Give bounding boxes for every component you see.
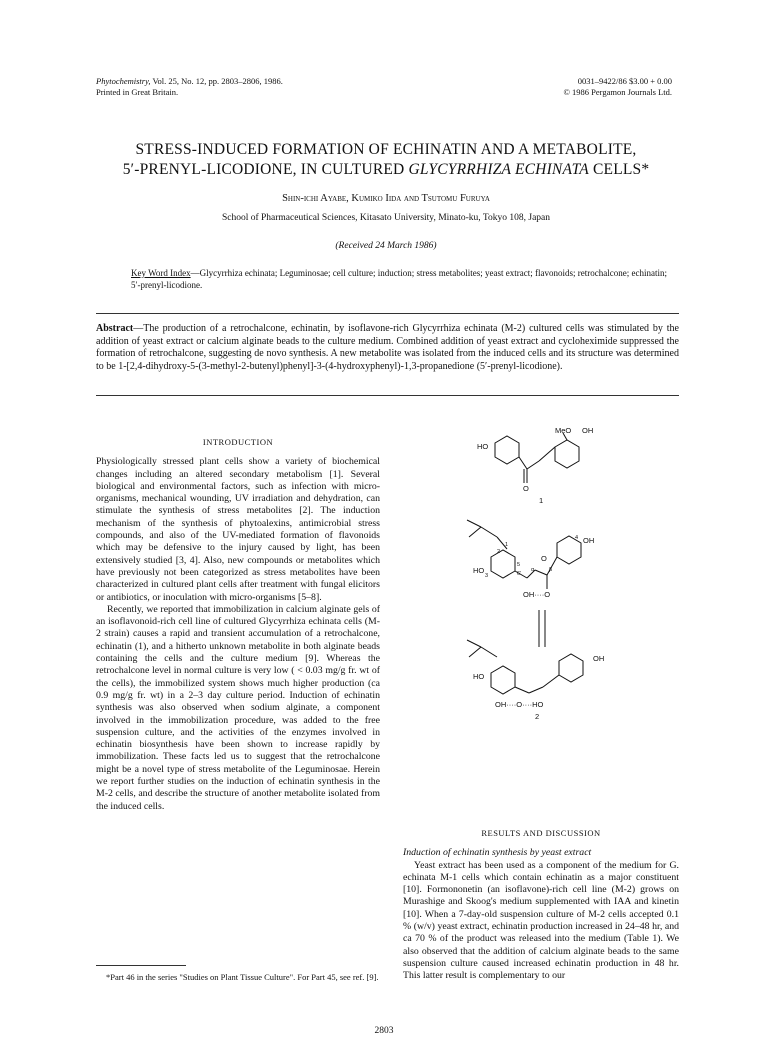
label-n5: 5 [517, 562, 521, 568]
results-heading: RESULTS AND DISCUSSION [481, 828, 601, 838]
footnote [96, 972, 380, 983]
label-oh-3: OH [593, 654, 605, 663]
abstract-bottom-rule [96, 395, 679, 396]
page-number: 2803 [374, 1026, 394, 1036]
journal-name: Phytochemistry, [96, 76, 151, 86]
compound-2-number: 2 [535, 712, 540, 721]
abstract-heading: Abstract [96, 323, 134, 334]
label-oh-1: OH [582, 426, 594, 435]
title-species: GLYCYRRHIZA ECHINATA [408, 161, 589, 178]
journal-header-right [563, 76, 672, 98]
ring-b-compound-1 [555, 440, 579, 468]
label-oh-2: OH [583, 536, 595, 545]
keywords-heading: Key Word Index [131, 268, 191, 278]
label-n2: 2 [497, 549, 501, 555]
keywords-text: —Glycyrrhiza echinata; Leguminosae; cell culture; induction; stress metabolites; yeast extract; flavonoids; retrochalcone; echinatin; 5′-prenyl-licodione. [131, 268, 667, 290]
ring-a-compound-2 [491, 550, 515, 578]
title-line-2-suffix: CELLS* [588, 161, 650, 178]
footnote-rule [96, 965, 186, 966]
title-line-2 [96, 160, 676, 180]
ring-b-compound-2-keto [559, 654, 583, 682]
received-date: (Received 24 March 1986) [335, 241, 437, 251]
copyright-line: © 1986 Pergamon Journals Ltd. [563, 87, 672, 97]
title-line-1: STRESS-INDUCED FORMATION OF ECHINATIN AND A METABOLITE, [135, 141, 637, 158]
label-n4: 4 [575, 535, 579, 541]
affiliation: School of Pharmaceutical Sciences, Kitasato University, Minato-ku, Tokyo 108, Japan [221, 213, 551, 223]
label-n6: 6′ [517, 571, 522, 577]
label-ho-1: HO [477, 442, 489, 451]
label-ho-3: HO [473, 672, 485, 681]
keywords [131, 267, 671, 291]
compound-1-number: 1 [539, 496, 544, 505]
label-alpha: α [531, 567, 535, 573]
intro-paragraph-1: Physiologically stressed plant cells show a variety of biochemical changes including an altered secondary metabolism [1]. Several biological and environmental factors, such as infection with micro-organisms, mechanical wounding, UV irradiation and dehydration, can stimulate the synthesis of stress metabolites [2]. The induction mechanism of the synthesis of phytoalexins, antimicrobial stress compounds, and also of the UV-mediated formation of flavonoids which may be defensive to the injury caused by light, has been extensively studied [3, 4]. Also, new compounds or metabolites which have previously not been categorized as stress metabolites have been characterized in cultured plant cells after treatment with fungal elicitors or antibiotics, or inoculation with micro-organisms [5–8]. [96, 456, 380, 603]
label-n3: 3 [485, 573, 489, 579]
introduction-section [96, 436, 380, 813]
label-o-2: O [541, 554, 547, 563]
results-subheading: Induction of echinatin synthesis by yeast extract [403, 847, 592, 859]
label-enol: OH····O [523, 590, 551, 599]
journal-citation: Vol. 25, No. 12, pp. 2803–2806, 1986. [152, 76, 283, 86]
journal-header-left [96, 76, 283, 98]
price-code: 0031–9422/86 $3.00 + 0.00 [577, 76, 672, 86]
paper-title [96, 140, 676, 180]
ring-a-compound-1 [495, 436, 519, 464]
label-keto: OH····O····HO [495, 700, 544, 709]
label-meo: MeO [555, 426, 572, 435]
title-line-2-prefix: 5′-PRENYL-LICODIONE, IN CULTURED [122, 161, 409, 178]
abstract [96, 323, 679, 373]
introduction-heading: INTRODUCTION [202, 437, 274, 447]
chemical-structures-figure [455, 425, 655, 725]
abstract-top-rule [96, 313, 679, 314]
intro-paragraph-2: Recently, we reported that immobilization in calcium alginate gels of an isoflavonoid-rich cell line of cultured Glycyrrhiza echinata cells (M-2 strain) causes a rapid and transient accumulation of a retrochalcone, echinatin (1), and a hitherto unknown metabolite in both alginate beads containing the cells and the culture medium [9]. Whereas the retrochalcone level in normal culture is very low ( < 0.03 mg/g fr. wt of the cells), the immobilized system shows much higher production (ca 0.9 mg/g fr. wt) in a 2–3 day culture period. Induction of echinatin synthesis was also observed when sodium alginate, a component involved in the immobilization procedure, was added to the free suspension culture, and the activities of the enzymes involved in echinatin biosynthesis have been shown to increase rapidly by immobilization. These facts led us to suggest that the retrochalcone might be a novel type of stress metabolite of the Leguminosae. Herein we report further studies on the induction of echinatin synthesis in the M-2 cells, and describe the structure of another metabolite isolated from the induced cells. [96, 603, 380, 812]
label-n1: 1 [505, 542, 509, 548]
results-section [403, 827, 679, 983]
results-paragraph-1: Yeast extract has been used as a component of the medium for G. echinata M-1 cells which contain echinatin as a major constituent [10]. Formononetin (an isoflavone)-rich cell line (M-2) grows on Murashige and Skoog's medium supplemented with IAA and kinetin [10]. When a 7-day-old suspension culture of M-2 cells accepted 0.1 % (w/v) yeast extract, echinatin production increased in 24–48 hr, and ca 70 % of the product was released into the medium (Table 1). We also observed that the addition of calcium alginate beads to the same suspension culture caused increased echinatin production in 48 hr. This latter result is complementary to our [403, 859, 679, 982]
ring-a-compound-2-keto [491, 666, 515, 694]
label-beta: β [549, 567, 553, 573]
label-o-1: O [523, 484, 529, 493]
abstract-text: —The production of a retrochalcone, echinatin, by isoflavone-rich Glycyrrhiza echinata (M-2) cultured cells was stimulated by the addition of yeast extract or calcium alginate beads to the culture medium. Combined addition of yeast extract and cycloheximide suppressed the formation of retrochalcone, suggesting de novo synthesis. A new metabolite was isolated from the induced cells and its structure was determined to be 1-[2,4-dihydroxy-5-(3-methyl-2-butenyl)phenyl]-3-(4-hydroxyphenyl)-1,3-propanedione (5′-prenyl-licodione). [96, 323, 679, 372]
printed-line: Printed in Great Britain. [96, 87, 179, 97]
footnote-text: *Part 46 in the series "Studies on Plant Tissue Culture". For Part 45, see ref. [9]. [106, 972, 379, 982]
label-ho-2: HO [473, 566, 485, 575]
authors: Shin-ichi Ayabe, Kumiko Iida and Tsutomu Furuya [282, 193, 490, 204]
